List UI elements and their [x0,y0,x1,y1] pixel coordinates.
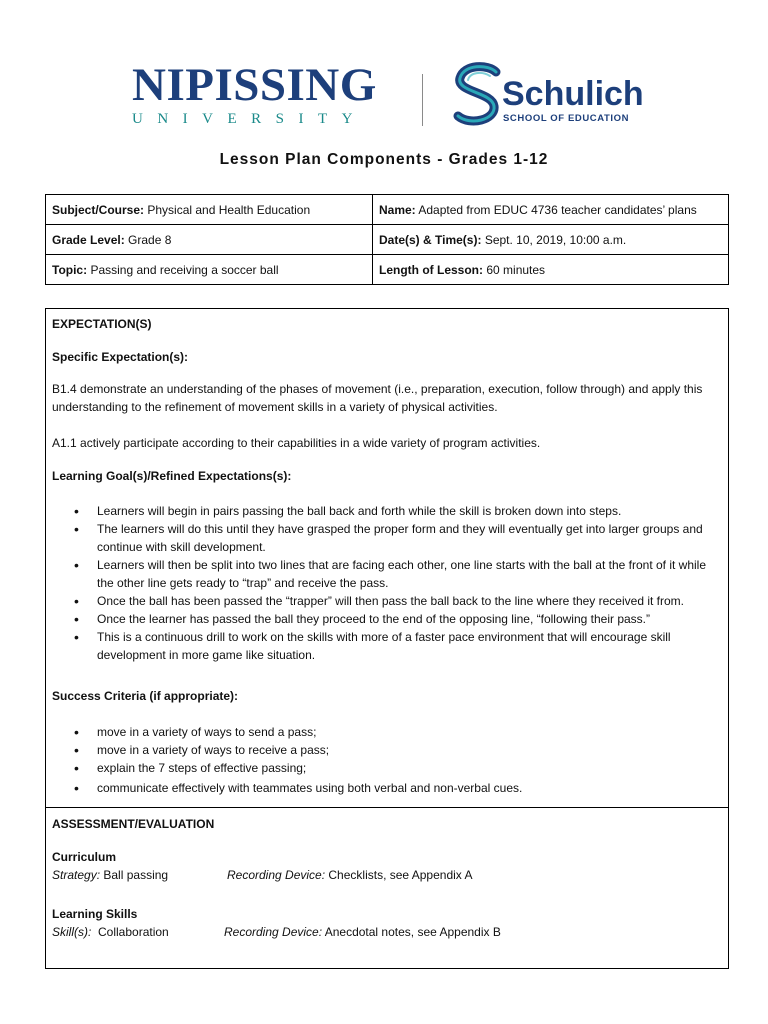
recording-device-label: Recording Device: [227,868,326,882]
name-label: Name: [379,202,416,217]
name-cell [373,195,729,225]
header-logos [0,60,768,130]
date-label: Date(s) & Time(s): [379,232,482,247]
specific-expectations-heading: Specific Expectation(s): [52,350,189,364]
curriculum-device-row [227,868,472,882]
grade-cell [46,225,373,255]
schulich-s-icon [452,62,504,128]
topic-label: Topic: [52,262,88,277]
skills-device-row [224,925,501,939]
success-criteria-list [52,723,714,797]
strategy-value: Ball passing [103,868,169,882]
schulich-logo [452,62,652,128]
name-value: Adapted from EDUC 4736 teacher candidates’ plans [418,202,697,217]
skills-row [52,925,169,939]
recording-device-label: Recording Device: [224,925,323,939]
list-item: • move in a variety of ways to receive a pass; [52,741,714,759]
subject-cell [46,195,373,225]
table-row [46,255,729,285]
list-item: • Learners will then be split into two lines that are facing each other, one line starts with the ball at the front of it while the other line gets ready to “trap” and receive the pass. [52,556,714,592]
learning-goals-list [52,502,714,664]
page-title: Lesson Plan Components - Grades 1-12 [219,151,549,168]
grade-label: Grade Level: [52,232,125,247]
list-item: • Learners will begin in pairs passing the ball back and forth while the skill is broken down into steps. [52,502,714,520]
topic-cell [46,255,373,285]
nipissing-logo [132,59,394,128]
skills-value: Collaboration [98,925,169,939]
date-cell [373,225,729,255]
expectations-heading: EXPECTATION(S) [52,317,152,331]
list-item: • Once the ball has been passed the “trapper” will then pass the ball back to the line where they received it from. [52,592,714,610]
list-item: • move in a variety of ways to send a pass; [52,723,714,741]
list-item: • Once the learner has passed the ball they proceed to the end of the opposing line, “following their pass.” [52,610,714,628]
recording-device-value: Checklists, see Appendix A [328,868,473,882]
assessment-section [45,807,729,969]
grade-value: Grade 8 [128,232,172,247]
topic-value: Passing and receiving a soccer ball [90,262,279,277]
expectation-b14: B1.4 demonstrate an understanding of the phases of movement (i.e., preparation, execution, follow through) and apply this understanding to the refinement of movement skills in a variety of physical activities. [52,382,703,414]
list-item: • The learners will do this until they have grasped the proper form and they will eventually get into larger groups and continue with skill development. [52,520,714,556]
table-row [46,195,729,225]
list-item: • This is a continuous drill to work on the skills with more of a faster pace environment that will encourage skill development in more game like situation. [52,628,714,664]
list-item: • communicate effectively with teammates using both verbal and non-verbal cues. [52,779,714,797]
schulich-subtitle: SCHOOL OF EDUCATION [503,113,630,124]
skills-label: Skill(s): [52,925,92,939]
lesson-info-table [45,194,729,285]
recording-device-value: Anecdotal notes, see Appendix B [324,925,501,939]
date-value: Sept. 10, 2019, 10:00 a.m. [484,232,627,247]
curriculum-heading: Curriculum [52,850,117,864]
length-label: Length of Lesson: [379,262,483,277]
learning-goals-heading: Learning Goal(s)/Refined Expectations(s): [52,469,292,483]
expectations-section [45,308,729,808]
nipissing-university-text: UNIVERSITY [132,111,367,127]
success-criteria-heading: Success Criteria (if appropriate): [52,689,239,703]
length-cell [373,255,729,285]
subject-value: Physical and Health Education [147,202,311,217]
subject-label: Subject/Course: [52,202,145,217]
nipissing-wordmark: NIPISSING [132,59,377,111]
assessment-heading: ASSESSMENT/EVALUATION [52,817,215,831]
table-row [46,225,729,255]
strategy-label: Strategy: [52,868,101,882]
expectation-a11: A1.1 actively participate according to their capabilities in a wide variety of program activities. [52,436,541,450]
length-value: 60 minutes [486,262,546,277]
logo-divider [422,74,423,126]
schulich-wordmark: Schulich [502,75,644,113]
curriculum-strategy-row [52,868,168,882]
list-item: • explain the 7 steps of effective passing; [52,759,714,777]
learning-skills-heading: Learning Skills [52,907,138,921]
